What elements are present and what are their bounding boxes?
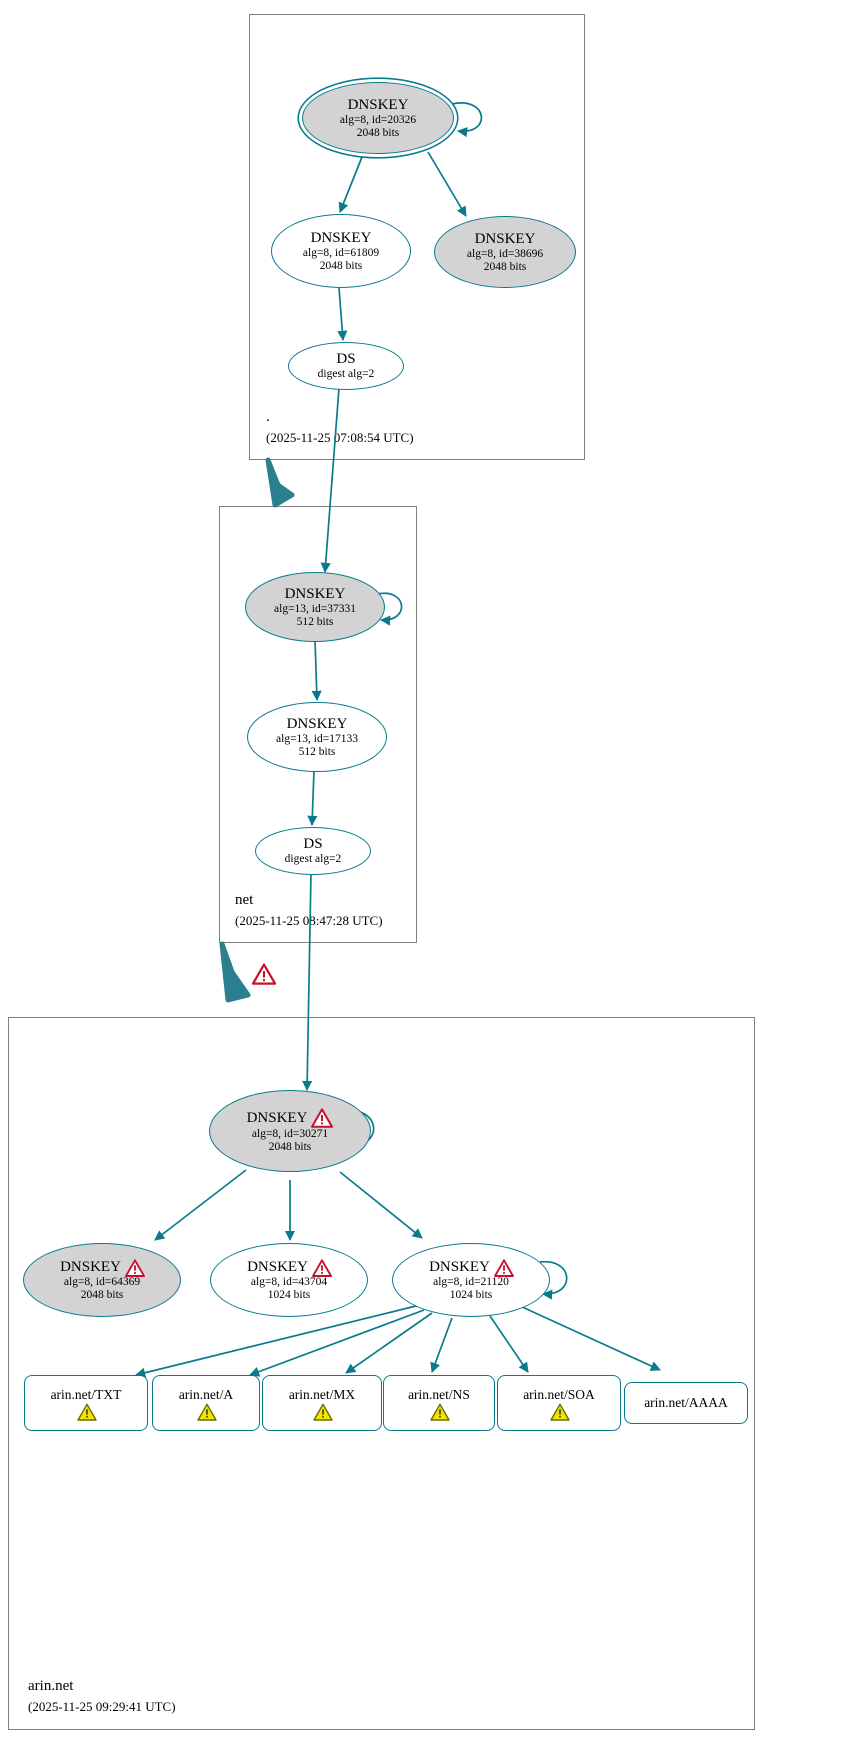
node-root-zsk-61809[interactable]: [271, 214, 411, 288]
zone-timestamp-arin-net: (2025-11-25 09:29:41 UTC): [28, 1699, 176, 1714]
rrset-arin-net-aaaa[interactable]: [624, 1382, 748, 1424]
node-arin-dnskey-64369[interactable]: [23, 1243, 181, 1317]
node-root-ds[interactable]: [288, 342, 404, 390]
node-arin-ksk-30271[interactable]: [209, 1090, 371, 1172]
zone-label-root: .: [266, 409, 270, 425]
rrset-arin-net-soa[interactable]: [497, 1375, 621, 1431]
node-title: DNSKEY: [310, 229, 372, 246]
zone-timestamp-root: (2025-11-25 07:08:54 UTC): [266, 430, 414, 445]
node-title: [247, 1259, 331, 1276]
node-digest-alg: digest alg=2: [317, 368, 375, 380]
node-keysize: 2048 bits: [319, 259, 363, 272]
node-keysize: 2048 bits: [356, 126, 400, 139]
rrset-arin-net-txt[interactable]: [24, 1375, 148, 1431]
rrset-label: arin.net/TXT: [50, 1386, 122, 1402]
node-alg-id: alg=8, id=43704: [250, 1275, 328, 1288]
node-keysize: 2048 bits: [483, 260, 527, 273]
node-alg-id: alg=8, id=61809: [302, 246, 380, 259]
node-alg-id: alg=8, id=38696: [466, 247, 544, 260]
warning-icon: [313, 1403, 332, 1420]
node-title-text: DNSKEY: [429, 1258, 490, 1275]
warning-icon: [311, 1108, 333, 1128]
rrset-label: arin.net/A: [178, 1386, 234, 1402]
node-root-dnskey-38696[interactable]: [434, 216, 576, 288]
node-arin-dnskey-21120[interactable]: [392, 1243, 550, 1317]
warning-icon: [430, 1403, 449, 1420]
node-title: DNSKEY: [347, 96, 409, 113]
node-title-text: DNSKEY: [246, 1109, 308, 1126]
node-title: [60, 1259, 144, 1276]
zone-label-net: net: [235, 892, 254, 908]
warning-icon: [197, 1403, 216, 1420]
warning-icon: [125, 1259, 144, 1276]
zone-box-arin-net: [8, 1017, 755, 1730]
node-alg-id: alg=8, id=64369: [63, 1275, 141, 1288]
rrset-label: arin.net/SOA: [523, 1386, 595, 1402]
node-title: DS: [336, 351, 356, 367]
warning-icon: [550, 1403, 569, 1420]
node-alg-id: alg=8, id=30271: [251, 1128, 329, 1140]
node-digest-alg: digest alg=2: [284, 853, 342, 865]
rrset-label: arin.net/MX: [288, 1386, 356, 1402]
node-title: DNSKEY: [474, 230, 536, 247]
node-net-ds[interactable]: [255, 827, 371, 875]
rrset-label: arin.net/AAAA: [644, 1395, 728, 1410]
node-alg-id: alg=8, id=21120: [433, 1275, 509, 1288]
warning-icon-delegation: [252, 963, 276, 985]
rrset-arin-net-a[interactable]: [152, 1375, 260, 1431]
node-title: DNSKEY: [284, 585, 346, 602]
node-keysize: 512 bits: [298, 745, 336, 758]
node-title: [429, 1259, 513, 1276]
node-title: DS: [303, 836, 323, 852]
warning-icon: [494, 1259, 513, 1276]
zone-timestamp-net: (2025-11-25 08:47:28 UTC): [235, 913, 383, 928]
node-title-text: DNSKEY: [247, 1258, 308, 1275]
node-keysize: 1024 bits: [267, 1288, 311, 1301]
node-root-ksk-20326[interactable]: [302, 82, 454, 154]
zone-label-arin-net: arin.net: [28, 1678, 74, 1694]
node-alg-id: alg=13, id=37331: [274, 602, 356, 615]
node-alg-id: alg=8, id=20326: [339, 113, 417, 126]
rrset-label: arin.net/NS: [408, 1386, 470, 1402]
node-title: DNSKEY: [286, 715, 348, 732]
rrset-arin-net-ns[interactable]: [383, 1375, 495, 1431]
node-net-zsk-17133[interactable]: [247, 702, 387, 772]
node-keysize: 2048 bits: [80, 1288, 124, 1301]
node-keysize: 512 bits: [296, 615, 334, 628]
node-keysize: 2048 bits: [268, 1141, 312, 1153]
node-title: [247, 1108, 334, 1128]
node-keysize: 1024 bits: [449, 1288, 493, 1301]
rrset-arin-net-mx[interactable]: [262, 1375, 382, 1431]
warning-icon: [77, 1403, 96, 1420]
warning-icon: [312, 1259, 331, 1276]
node-arin-dnskey-43704[interactable]: [210, 1243, 368, 1317]
node-alg-id: alg=13, id=17133: [276, 732, 358, 745]
node-net-ksk-37331[interactable]: [245, 572, 385, 642]
node-title-text: DNSKEY: [60, 1258, 121, 1275]
